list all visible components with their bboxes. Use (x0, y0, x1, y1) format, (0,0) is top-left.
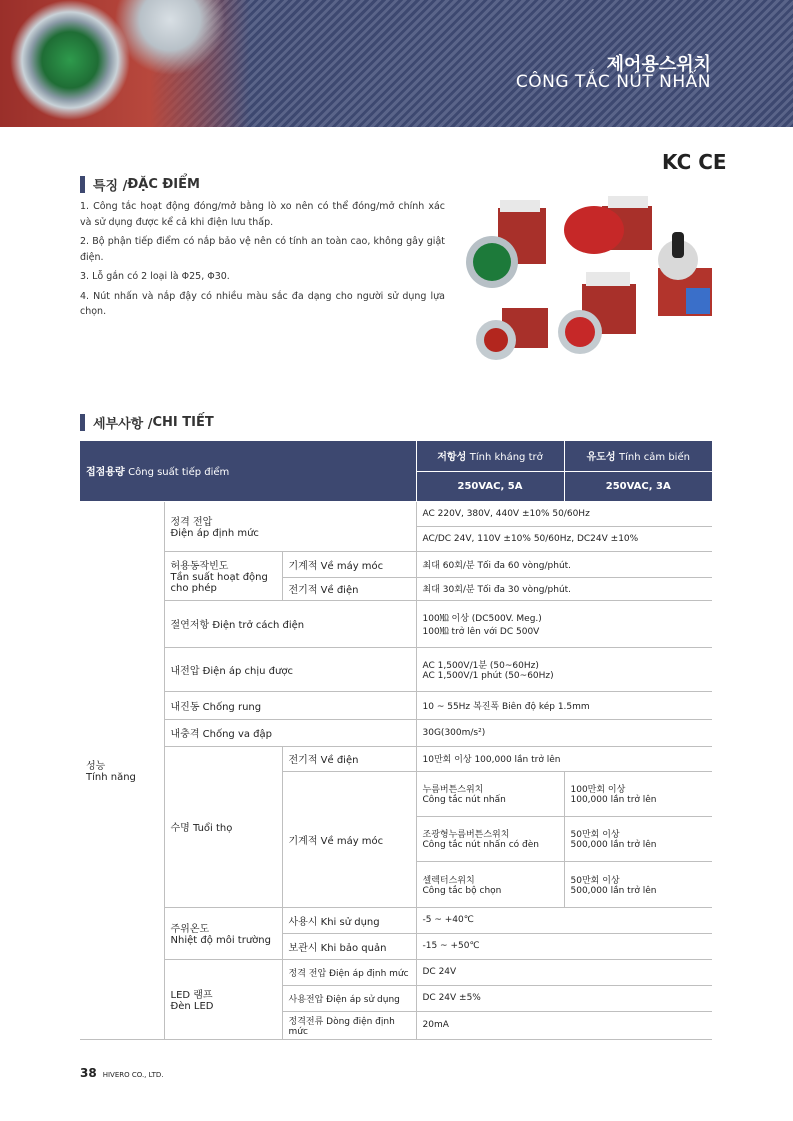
feature-item: 3. Lỗ gắn có 2 loại là Φ25, Φ30. (80, 271, 230, 282)
spec-table (80, 441, 712, 1040)
selector-switch-label: 셀렉터스위치 Công tắc bộ chọn (416, 861, 564, 907)
header-resistive: 저항성 Tính kháng trở (416, 441, 564, 471)
led-operating-voltage-label: 사용전압 Điện áp sử dụng (282, 985, 416, 1011)
ambient-storage-value: -15 ~ +50℃ (416, 933, 712, 959)
banner-product-photo (0, 0, 250, 127)
frequency-electrical-label: 전기적 Về điện (282, 577, 416, 600)
details-heading: 세부사항 / CHI TIẾT (80, 413, 214, 432)
features-heading: 특징 / ĐẶC ĐIỂM (80, 175, 200, 194)
page-footer (80, 1066, 163, 1080)
pushbutton-label: 누름버튼스위치 Công tắc nút nhấn (416, 771, 564, 816)
section-bar (80, 414, 85, 431)
feature-item: 2. Bộ phận tiếp điểm có nắp bảo vệ nên có tính an toàn cao, không gây giật điện. (80, 236, 445, 263)
life-mechanical-label: 기계적 Về máy móc (282, 771, 416, 907)
selector-switch-value: 50만회 이상 500,000 lần trở lên (564, 861, 712, 907)
header-contact-capacity: 접점용량 Công suất tiếp điểm (80, 441, 416, 501)
ambient-use-value: -5 ~ +40℃ (416, 907, 712, 933)
operation-frequency-label: 허용동작빈도 Tần suất hoạt động cho phép (164, 551, 282, 600)
frequency-electrical-value: 최대 30회/분 Tối đa 30 vòng/phút. (416, 577, 712, 600)
insulation-label: 절연저항 Điện trở cách điện (164, 600, 416, 647)
selector-switch-product (658, 232, 712, 316)
life-label: 수명 Tuổi thọ (164, 746, 282, 907)
feature-item: 4. Nút nhấn và nắp đậy có nhiều màu sắc đa dạng cho người sử dụng lựa chọn. (80, 290, 445, 317)
product-photos (462, 192, 722, 362)
ambient-temperature-label: 주위온도 Nhiệt độ môi trường (164, 907, 282, 959)
life-electrical-label: 전기적 Về điện (282, 746, 416, 771)
features-list (80, 199, 445, 324)
withstand-voltage-label: 내전압 Điện áp chịu được (164, 647, 416, 691)
led-operating-voltage-value: DC 24V ±5% (416, 985, 712, 1011)
led-rated-voltage-value: DC 24V (416, 959, 712, 985)
led-lamp-label: LED 램프 Đèn LED (164, 959, 282, 1039)
green-button-product (466, 200, 546, 288)
pushbutton-value: 100만회 이상 100,000 lần trở lên (564, 771, 712, 816)
header-inductive: 유도성 Tính cảm biến (564, 441, 712, 471)
page-number: 38 (80, 1066, 97, 1080)
header-title-ko: 제어용스위치 (606, 54, 711, 75)
resistive-value: 250VAC, 5A (416, 471, 564, 501)
illuminated-pushbutton-value: 50만회 이상 500,000 lần trở lên (564, 816, 712, 861)
rated-voltage-label: 정격 전압 Điện áp định mức (164, 501, 416, 551)
led-rated-current-label: 정격전류 Dòng điện định mức (282, 1011, 416, 1039)
shock-value: 30G(300m/s²) (416, 719, 712, 746)
ambient-storage-label: 보관시 Khi bảo quản (282, 933, 416, 959)
led-rated-current-value: 20mA (416, 1011, 712, 1039)
certification-marks: KC CE (662, 150, 727, 174)
mushroom-button-product (564, 196, 652, 254)
illuminated-button-product (558, 272, 636, 354)
shock-label: 내충격 Chống va đập (164, 719, 416, 746)
rated-voltage-value-1: AC 220V, 380V, 440V ±10% 50/60Hz (416, 501, 712, 526)
performance-label: 성능 Tính năng (80, 501, 164, 1039)
vibration-label: 내진동 Chống rung (164, 691, 416, 719)
frequency-mechanical-value: 최대 60회/분 Tối đa 60 vòng/phút. (416, 551, 712, 577)
header-title-vi: CÔNG TẮC NÚT NHẤN (515, 72, 711, 92)
feature-item: 1. Công tắc hoạt động đóng/mở bằng lò xo nên có thể đóng/mở chính xác và sử dụng được kể cả khi điện lưu thấp. (80, 201, 445, 228)
header-banner (0, 0, 793, 127)
life-electrical-value: 10만회 이상 100,000 lần trở lên (416, 746, 712, 771)
company-name: HIVERO CO., LTD. (102, 1071, 164, 1079)
withstand-voltage-value: AC 1,500V/1분 (50~60Hz) AC 1,500V/1 phút (50~60Hz) (416, 647, 712, 691)
vibration-value: 10 ~ 55Hz 복진폭 Biên độ kép 1.5mm (416, 691, 712, 719)
insulation-value: 100㏁ 이상 (DC500V. Meg.) 100㏁ trở lên với DC 500V (416, 600, 712, 647)
pilot-lamp-product (476, 308, 548, 360)
inductive-value: 250VAC, 3A (564, 471, 712, 501)
ambient-use-label: 사용시 Khi sử dụng (282, 907, 416, 933)
led-rated-voltage-label: 정격 전압 Điện áp định mức (282, 959, 416, 985)
section-bar (80, 176, 85, 193)
illuminated-pushbutton-label: 조광형누름버튼스위치 Công tắc nút nhấn có đèn (416, 816, 564, 861)
frequency-mechanical-label: 기계적 Về máy móc (282, 551, 416, 577)
rated-voltage-value-2: AC/DC 24V, 110V ±10% 50/60Hz, DC24V ±10% (416, 526, 712, 551)
